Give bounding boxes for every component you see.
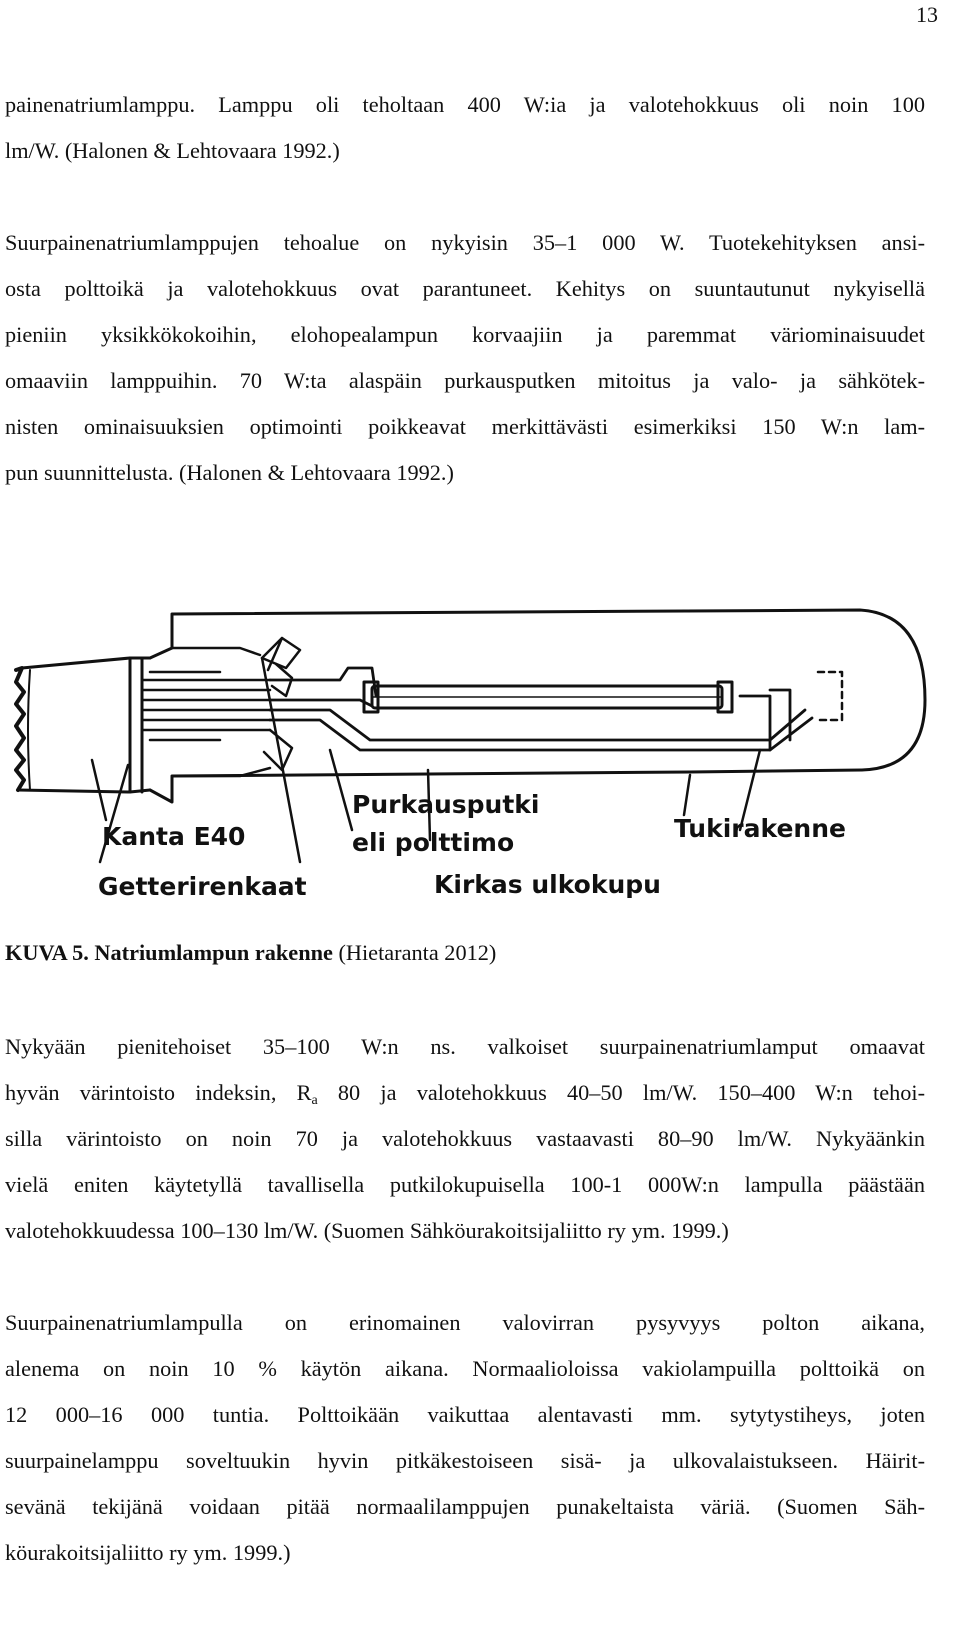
paragraph-4-line: 12 000–16 000 tuntia. Polttoikään vaikuttaa alentavasti mm. sytytystiheys, joten [5,1402,925,1427]
caption-source: (Hietaranta 2012) [332,940,497,965]
stem-drawing [142,648,270,776]
paragraph-2-line: osta polttoikä ja valotehokkuus ovat parantuneet. Kehitys on suuntautunut nykyisellä [5,276,925,301]
paragraph-4-line: köurakoitsijaliitto ry ym. 1999.) [5,1540,291,1565]
label-tukirakenne: Tukirakenne [674,814,846,843]
paragraph-2-line: pun suunnittelusta. (Halonen & Lehtovaara 1992.) [5,460,454,485]
text-fragment: hyvän värintoisto indeksin, R [5,1080,312,1105]
paragraph-2-line: pieniin yksikkökokoihin, elohopealampun korvaajiin ja paremmat väriominaisuudet [5,322,925,347]
paragraph-3-line: Nykyään pienitehoiset 35–100 W:n ns. valkoiset suurpainenatriumlamput omaavat [5,1034,925,1059]
screw-base-drawing [16,658,150,792]
paragraph-4-line: sevänä tekijänä voidaan pitää normaalilamppujen punakeltaista väriä. (Suomen Säh- [5,1494,925,1519]
getter-rings-drawing [262,638,300,770]
text-fragment: 80 ja valotehokkuus 40–50 lm/W. 150–400 W:n tehoi- [317,1080,926,1105]
paragraph-2-line: nisten ominaisuuksien optimointi poikkeavat merkittävästi esimerkiksi 150 W:n lam- [5,414,925,439]
label-eli-polttimo: eli polttimo [352,828,515,857]
subscript-a: a [311,1093,318,1108]
caption-bold: KUVA 5. Natriumlampun rakenne [5,940,333,965]
paragraph-2-line: omaaviin lamppuihin. 70 W:ta alaspäin purkausputken mitoitus ja valo- ja sähkötek- [5,368,925,393]
paragraph-4-line: alenema on noin 10 % käytön aikana. Normaalioloissa vakiolampuilla polttoikä on [5,1356,925,1381]
label-kirkas-ulkokupu: Kirkas ulkokupu [434,870,661,899]
lamp-structure-figure [0,600,960,920]
page-number: 13 [916,2,938,27]
paragraph-4-line: suurpainelamppu soveltuukin hyvin pitkäkestoiseen sisä- ja ulkovalaistukseen. Häirit- [5,1448,925,1473]
paragraph-1-line: lm/W. (Halonen & Lehtovaara 1992.) [5,138,340,163]
label-kanta-e40: Kanta E40 [102,822,246,851]
outer-bulb-drawing [150,610,925,802]
label-getterirenkaat: Getterirenkaat [98,872,307,901]
paragraph-3-line: valotehokkuudessa 100–130 lm/W. (Suomen Sähköurakoitsijaliitto ry ym. 1999.) [5,1218,729,1243]
paragraph-2-line: Suurpainenatriumlamppujen tehoalue on nykyisin 35–1 000 W. Tuotekehityksen ansi- [5,230,925,255]
paragraph-3-line: silla värintoisto on noin 70 ja valotehokkuus vastaavasti 80–90 lm/W. Nykyäänkin [5,1126,925,1151]
paragraph-1-line: painenatriumlamppu. Lamppu oli teholtaan 400 W:ia ja valotehokkuus oli noin 100 [5,92,925,117]
label-purkausputki: Purkausputki [352,790,540,819]
discharge-tube-drawing [364,682,732,712]
figure-caption [5,940,496,966]
paragraph-3-line: vielä eniten käytetyllä tavallisella putkilokupuisella 100-1 000W:n lampulla päästään [5,1172,925,1197]
paragraph-3-line [5,1080,925,1106]
support-bracket-drawing [818,672,842,720]
paragraph-4-line: Suurpainenatriumlampulla on erinomainen valovirran pysyvyys polton aikana, [5,1310,925,1335]
